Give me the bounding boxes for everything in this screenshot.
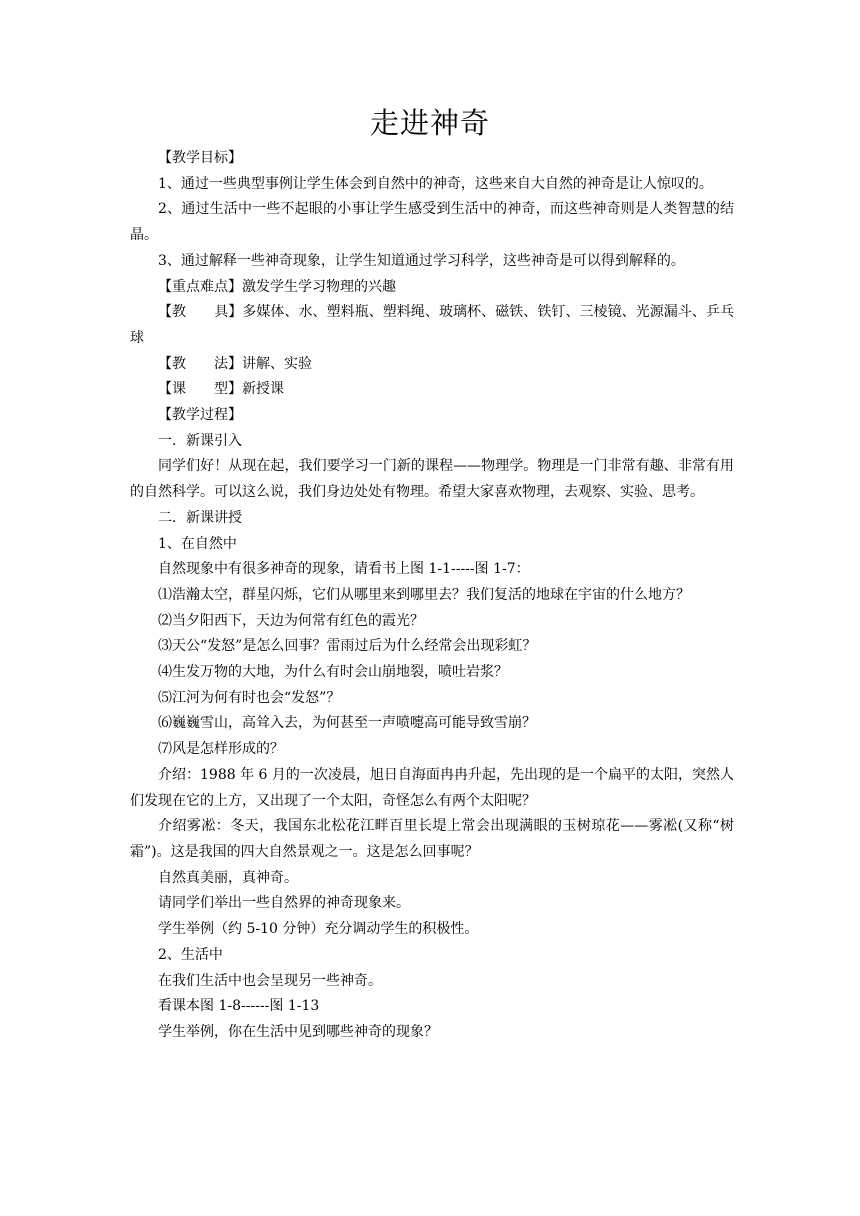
list-item: ⑷生发万物的大地，为什么有时会山崩地裂，喷吐岩浆？: [158, 664, 508, 681]
key-points-line: 【重点难点】激发学生学习物理的兴趣: [158, 278, 396, 295]
paragraph: 学生举例（约 5-10 分钟）充分调动学生的积极性。: [158, 921, 479, 938]
lesson-type-line: 【课 型】新授课: [158, 381, 284, 398]
paragraph: 2、通过生活中一些不起眼的小事让学生感受到生活中的神奇，而这些神奇则是人类智慧的结晶。: [130, 201, 734, 244]
document-title: 走进神奇: [369, 106, 490, 140]
list-item: ⑵当夕阳西下，天边为何常有红色的霞光？: [158, 612, 424, 629]
subsection-heading: 一．新课引入: [158, 432, 242, 449]
paragraph: 3、通过解释一些神奇现象，让学生知道通过学习科学，这些神奇是可以得到解释的。: [158, 252, 685, 269]
paragraph: 介绍雾凇：冬天，我国东北松花江畔百里长堤上常会出现满眼的玉树琼花——雾凇(又称“树霜”)。这是我国的四大自然景观之一。这是怎么回事呢？: [130, 818, 734, 860]
list-item: ⑶天公“发怒”是怎么回事？雷雨过后为什么经常会出现彩虹？: [158, 638, 537, 655]
document-body: [130, 146, 734, 1046]
paragraph: 学生举例，你在生活中见到哪些神奇的现象？: [158, 1023, 438, 1040]
paragraph: 自然现象中有很多神奇的现象，请看书上图 1-1-----图 1-7：: [158, 561, 530, 578]
paragraph: 在我们生活中也会呈现另一些神奇。: [158, 972, 382, 989]
list-item: ⑹巍巍雪山，高耸入去，为何甚至一声喷嚏高可能导致雪崩？: [158, 715, 536, 732]
subsection-heading: 1、在自然中: [158, 535, 237, 552]
paragraph: 1、通过一些典型事例让学生体会到自然中的神奇，这些来自大自然的神奇是让人惊叹的。: [158, 175, 713, 192]
paragraph: 介绍：1988 年 6 月的一次凌晨，旭日自海面冉冉升起，先出现的是一个扁平的太阳，突然人们发现在它的上方，又出现了一个太阳，奇怪怎么有两个太阳呢？: [130, 766, 734, 809]
section-heading-process: 【教学过程】: [158, 407, 242, 424]
subsection-heading: 2、生活中: [158, 946, 223, 963]
teaching-method-line: 【教 法】讲解、实验: [158, 355, 312, 372]
paragraph: 自然真美丽，真神奇。: [158, 869, 298, 886]
list-item: ⑸江河为何有时也会“发怒”？: [158, 689, 341, 706]
paragraph: 同学们好！从现在起，我们要学习一门新的课程——物理学。物理是一门非常有趣、非常有用的自然科学。可以这么说，我们身边处处有物理。希望大家喜欢物理，去观察、实验、思考。: [130, 458, 734, 501]
list-item: ⑴浩瀚太空，群星闪烁，它们从哪里来到哪里去？我们复活的地球在宇宙的什么地方？: [158, 586, 690, 603]
paragraph: 看课本图 1-8------图 1-13: [158, 998, 320, 1015]
paragraph: 请同学们举出一些自然界的神奇现象来。: [158, 895, 410, 912]
section-heading-objectives: 【教学目标】: [158, 150, 242, 166]
list-item: ⑺风是怎样形成的？: [158, 741, 284, 758]
teaching-aids-line: 【教 具】多媒体、水、塑料瓶、塑料绳、玻璃杯、磁铁、铁钉、三棱镜、光源漏斗、乒乓球: [130, 304, 734, 346]
subsection-heading: 二．新课讲授: [158, 509, 242, 526]
